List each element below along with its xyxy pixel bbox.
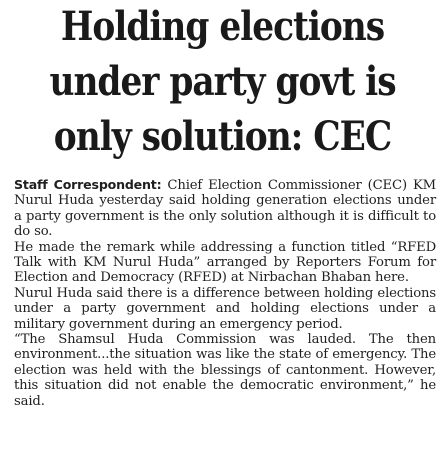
headline-line: Holding elections bbox=[60, 3, 385, 50]
headline-line: only solution: CEC bbox=[53, 113, 392, 160]
article-paragraph: “The Shamsul Huda Commission was lauded. The then environment...the situation was like the state of emergency. The election was held with the blessings of cantonment. However, this situation did not enable the democratic environment,” he said. bbox=[14, 332, 436, 409]
byline: Staff Correspondent: bbox=[14, 177, 162, 192]
headline bbox=[0, 0, 445, 164]
article-paragraph: He made the remark while addressing a function titled “RFED Talk with KM Nurul Huda” arranged by Reporters Forum for Election and Democracy (RFED) at Nirbachan Bhaban here. bbox=[14, 239, 436, 286]
article-paragraph: Nurul Huda said there is a difference between holding elections under a party government and holding elections under a military government during an emergency period. bbox=[14, 285, 436, 332]
headline-line: under party govt is bbox=[49, 58, 396, 105]
article-paragraph bbox=[14, 177, 436, 240]
lead-text: Chief Election Commissioner (CEC) KM Nurul Huda yesterday said holding generation elections under a party government is the only solution although it is difficult to do so. bbox=[14, 178, 436, 240]
article-body bbox=[14, 177, 436, 409]
